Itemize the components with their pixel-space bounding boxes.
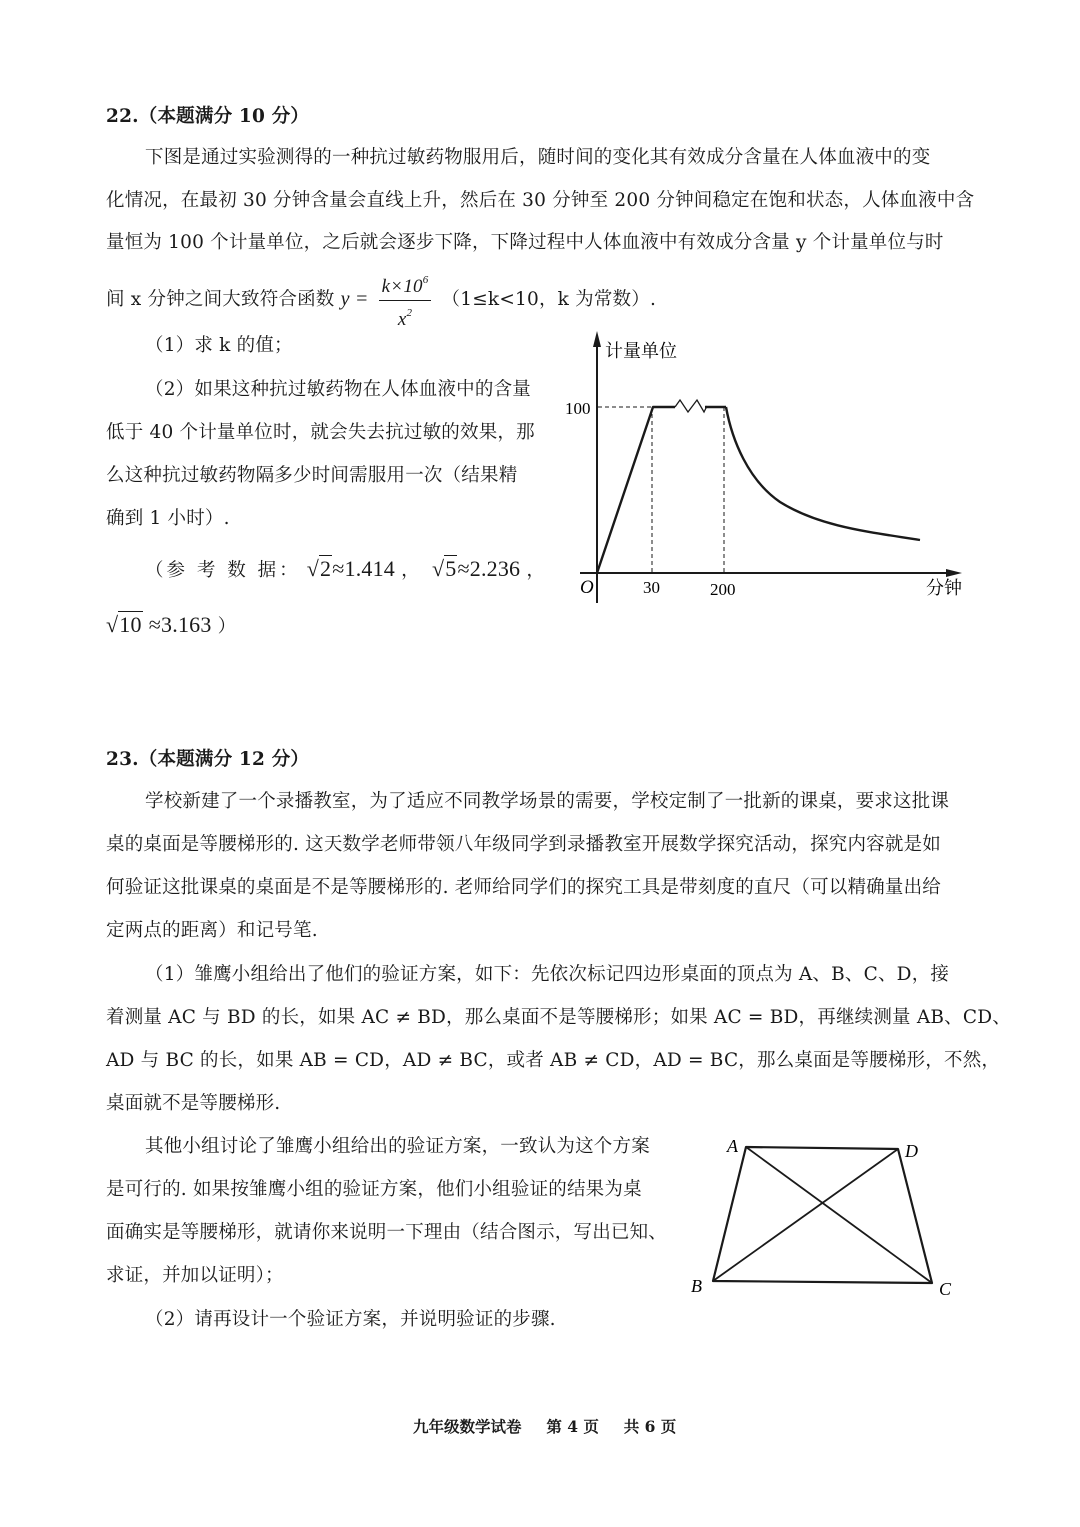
q23-intro-line-3: 何验证这批课桌的桌面是不是等腰梯形的. 老师给同学们的探究工具是带刻度的直尺（可以精确量出给	[106, 877, 941, 898]
q23-intro-line-4: 定两点的距离）和记号笔.	[106, 920, 318, 941]
q23-part-1-line-4: 桌面就不是等腰梯形.	[106, 1093, 281, 1114]
page-total: 共 6 页	[623, 1417, 677, 1436]
sqrt-2-value: ≈1.414	[332, 556, 396, 581]
y-tick-100: 100	[565, 399, 591, 418]
q22-reference-data-cont: √10 ≈3.163 ）	[106, 612, 237, 637]
q23-intro-line-2: 桌的桌面是等腰梯形的. 这天数学老师带领八年级同学到录播教室开展数学探究活动，探究内容就是如	[106, 834, 941, 855]
trapezoid-outline	[713, 1147, 932, 1283]
sqrt-5-value: ≈2.236	[457, 556, 521, 581]
q23-part-1-line-3: AD 与 BC 的长，如果 AB = CD，AD ≠ BC，或者 AB ≠ CD，AD = BC，那么桌面是等腰梯形，不然，	[106, 1050, 1001, 1071]
q22-text-line-1: 下图是通过实验测得的一种抗过敏药物服用后，随时间的变化其有效成分含量在人体血液中的变	[145, 147, 931, 168]
y-axis-label: 计量单位	[605, 341, 677, 362]
trapezoid-figure	[680, 1125, 970, 1305]
vertex-label-a: A	[727, 1136, 738, 1156]
q23-discussion-line-3: 面确实是等腰梯形，就请你来说明一下理由（结合图示，写出已知、	[106, 1222, 668, 1243]
q22-part-1: （1）求 k 的值；	[145, 335, 293, 356]
origin-label: O	[580, 577, 594, 598]
q23-part-2: （2）请再设计一个验证方案，并说明验证的步骤.	[145, 1309, 556, 1330]
q22-text-line-3: 量恒为 100 个计量单位，之后就会逐步下降，下降过程中人体血液中有效成分含量 y 个计量单位与时	[106, 232, 944, 253]
q22-reference-data: （参 考 数 据： √2≈1.414 ， √5≈2.236 ，	[145, 556, 546, 581]
vertex-label-d: D	[905, 1141, 918, 1161]
formula-numerator: k×10	[381, 276, 423, 297]
sqrt-10: √10	[106, 612, 142, 637]
axis-break-zigzag-icon	[675, 400, 707, 412]
reference-label: （参 考 数 据：	[145, 560, 301, 581]
x-axis-arrow-icon	[946, 569, 962, 577]
formula-denominator: x	[397, 309, 407, 330]
formula-prefix: 间 x 分钟之间大致符合函数	[106, 289, 335, 310]
formula-fraction	[379, 268, 432, 332]
x-tick-30: 30	[643, 578, 660, 597]
q22-formula-line	[106, 268, 656, 332]
vertex-label-b: B	[691, 1276, 702, 1296]
y-axis-arrow-icon	[593, 331, 601, 347]
q23-part-1-line-1: （1）雏鹰小组给出了他们的验证方案，如下：先依次标记四边形桌面的顶点为 A、B、C、D，接	[145, 964, 950, 985]
q22-part-2-line-2: 低于 40 个计量单位时，就会失去抗过敏的效果，那	[106, 422, 535, 443]
sqrt-10-value: ≈3.163	[148, 612, 212, 637]
q22-part-2-line-4: 确到 1 小时）.	[106, 508, 230, 529]
formula-lhs: y =	[340, 288, 369, 310]
page-footer	[413, 1415, 676, 1437]
q23-intro-line-1: 学校新建了一个录播教室，为了适应不同教学场景的需要，学校定制了一批新的课桌，要求这批课	[145, 791, 950, 812]
vertex-label-c: C	[939, 1279, 952, 1299]
q23-header: 23.（本题满分 12 分）	[106, 749, 310, 770]
q23-discussion-line-1: 其他小组讨论了雏鹰小组给出的验证方案，一致认为这个方案	[145, 1136, 650, 1157]
denominator-exponent: 2	[406, 307, 413, 319]
q23-part-1-line-2: 着测量 AC 与 BD 的长，如果 AC ≠ BD，那么桌面不是等腰梯形；如果 AC = BD，再继续测量 AB、CD、	[106, 1007, 1011, 1028]
q23-discussion-line-4: 求证，并加以证明）；	[106, 1265, 284, 1286]
page-current: 第 4 页	[546, 1417, 599, 1436]
rise-segment	[597, 407, 675, 573]
q22-header: 22.（本题满分 10 分）	[106, 106, 310, 127]
q23-discussion-line-2: 是可行的. 如果按雏鹰小组的验证方案，他们小组验证的结果为桌	[106, 1179, 642, 1200]
x-tick-200: 200	[710, 580, 736, 599]
formula-suffix: （1≤k<10，k 为常数）.	[441, 289, 657, 310]
q22-part-2-line-3: 么这种抗过敏药物隔多少时间需服用一次（结果精	[106, 465, 518, 486]
q22-text-line-2: 化情况，在最初 30 分钟含量会直线上升，然后在 30 分钟至 200 分钟间稳定在饱和状态，人体血液中含	[106, 190, 975, 211]
decay-curve	[726, 407, 920, 540]
exam-name: 九年级数学试卷	[413, 1417, 522, 1436]
diagonal-ac	[746, 1147, 932, 1283]
sqrt-2: √2	[306, 556, 332, 581]
sqrt-5: √5	[431, 556, 457, 581]
q22-part-2-line-1: （2）如果这种抗过敏药物在人体血液中的含量	[145, 379, 531, 400]
numerator-exponent: 6	[422, 274, 429, 286]
drug-concentration-chart	[560, 325, 980, 615]
x-axis-label: 分钟	[926, 578, 962, 599]
